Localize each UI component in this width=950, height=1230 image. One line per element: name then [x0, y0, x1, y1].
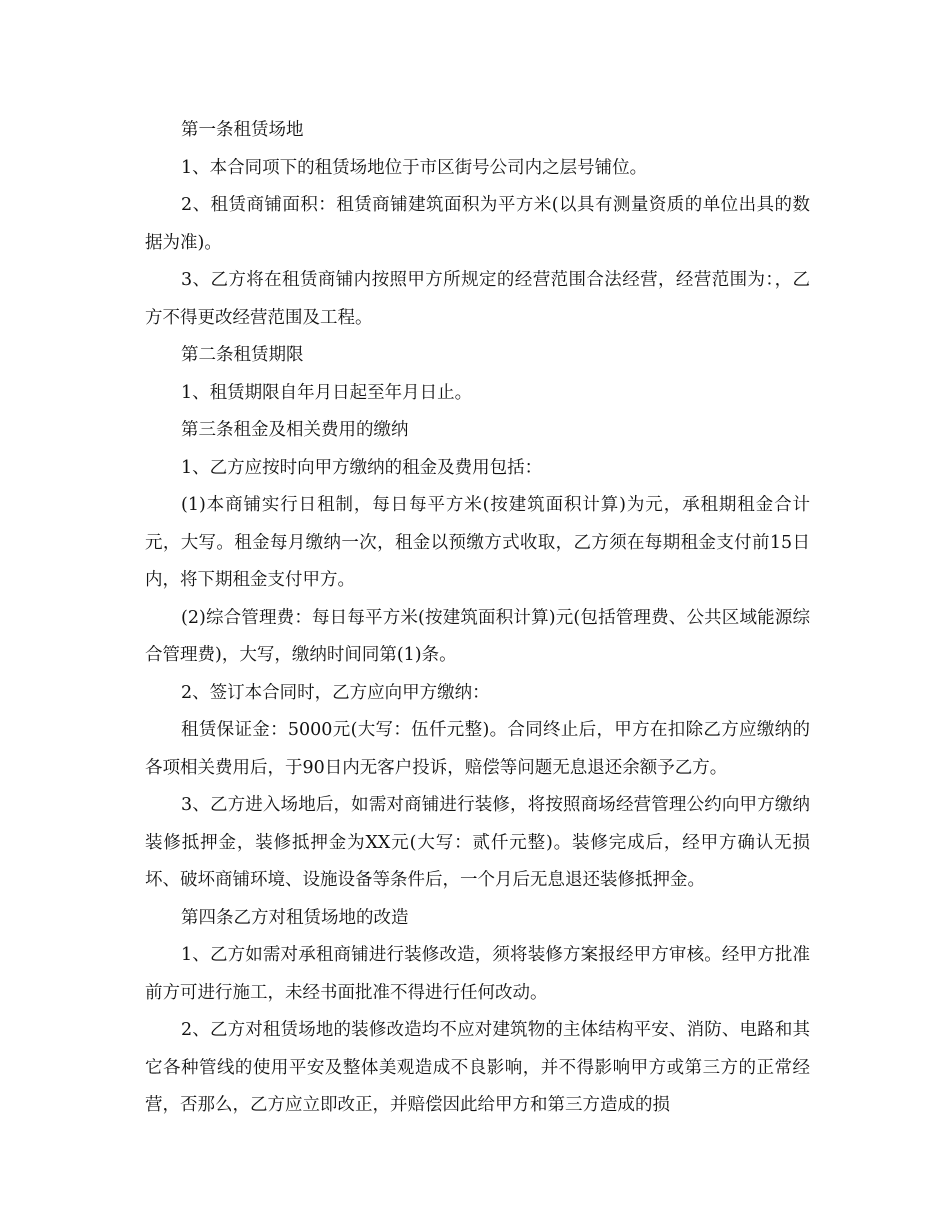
paragraph: (1)本商铺实行日租制，每日每平方米(按建筑面积计算)为元，承租期租金合计元，大写。租金每月缴纳一次，租金以预缴方式收取，乙方须在每期租金支付前15日内，将下期租金支付甲方。	[145, 495, 810, 590]
paragraph: 2、乙方对租赁场地的装修改造均不应对建筑物的主体结构平安、消防、电路和其它各种管线的使用平安及整体美观造成不良影响，并不得影响甲方或第三方的正常经营，否那么，乙方应立即改正，并赔偿因此给甲方和第三方造成的损	[145, 1020, 810, 1115]
paragraph: 1、租赁期限自年月日起至年月日止。	[181, 382, 473, 403]
paragraph: 1、乙方应按时向甲方缴纳的租金及费用包括：	[181, 457, 543, 478]
article-heading: 第三条租金及相关费用的缴纳	[181, 420, 409, 440]
paragraph: 1、本合同项下的租赁场地位于市区街号公司内之层号铺位。	[181, 157, 648, 178]
paragraph: 2、租赁商铺面积：租赁商铺建筑面积为平方米(以具有测量资质的单位出具的数据为准)。	[145, 195, 810, 253]
article-heading: 第二条租赁期限	[181, 345, 304, 365]
paragraph: 1、乙方如需对承租商铺进行装修改造，须将装修方案报经甲方审核。经甲方批准前方可进行施工，未经书面批准不得进行任何改动。	[145, 945, 810, 1003]
article-heading: 第一条租赁场地	[181, 120, 304, 140]
paragraph: (2)综合管理费：每日每平方米(按建筑面积计算)元(包括管理费、公共区域能源综合管理费)，大写，缴纳时间同第(1)条。	[145, 607, 810, 665]
paragraph: 2、签订本合同时，乙方应向甲方缴纳：	[181, 682, 490, 703]
paragraph: 3、乙方进入场地后，如需对商铺进行装修，将按照商场经营管理公约向甲方缴纳装修抵押金，装修抵押金为XX元(大写：贰仟元整)。装修完成后，经甲方确认无损坏、破坏商铺环境、设施设备等条件后，一个月后无息退还装修抵押金。	[145, 795, 810, 890]
article-heading: 第四条乙方对租赁场地的改造	[181, 907, 409, 928]
document-body	[145, 112, 810, 1125]
paragraph: 租赁保证金：5000元(大写：伍仟元整)。合同终止后，甲方在扣除乙方应缴纳的各项相关费用后，于90日内无客户投诉，赔偿等问题无息退还余额予乙方。	[145, 720, 810, 778]
paragraph: 3、乙方将在租赁商铺内按照甲方所规定的经营范围合法经营，经营范围为：，乙方不得更改经营范围及工程。	[145, 270, 810, 328]
